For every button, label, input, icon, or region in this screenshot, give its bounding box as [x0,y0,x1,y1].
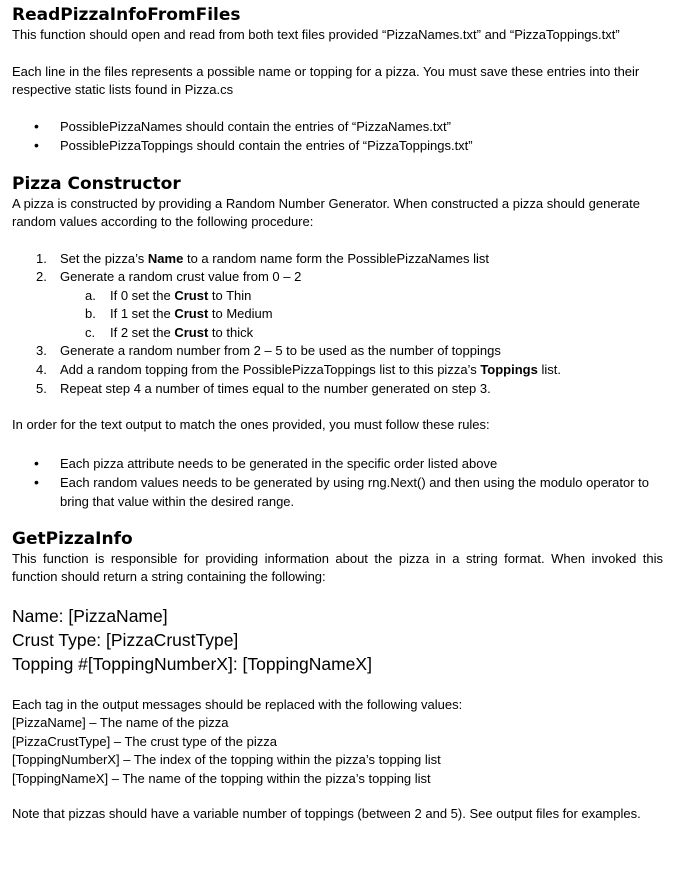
list-marker: 1. [36,250,47,266]
sub-list [12,287,663,343]
list-item: • Each random values needs to be generated by using rng.Next() and then using the modulo operator to bring that value within the desired range. [12,473,663,511]
list-marker: 5. [36,380,47,396]
format-line: Topping #[ToppingNumberX]: [ToppingNameX] [12,653,372,674]
tag-line: [ToppingNumberX] – The index of the topping within the pizza’s topping list [12,752,441,768]
text: list. [537,362,561,378]
format-line: Crust Type: [PizzaCrustType] [12,629,239,650]
text: Add a random topping from the PossiblePizzaToppings list to this pizza’s [60,362,481,378]
list-item [12,305,663,324]
list-item [12,361,663,380]
bold-term: Crust [174,324,209,340]
bold-term: Crust [174,287,209,303]
list-item [12,287,663,306]
list-item: • PossiblePizzaToppings should contain the entries of “PizzaToppings.txt” [12,136,663,155]
bold-term: Name [147,250,184,266]
paragraph: In order for the text output to match the ones provided, you must follow these rules: [12,417,490,433]
list-marker: b. [85,306,96,322]
tag-line: [PizzaName] – The name of the pizza [12,715,229,731]
text: Generate a random number from 2 – 5 to be used as the number of toppings [60,343,501,359]
text: to thick [208,324,254,340]
list-marker: c. [85,324,96,340]
paragraph: Each tag in the output messages should be replaced with the following values: [12,696,463,712]
text: If 1 set the [110,306,175,322]
text: If 0 set the [110,287,175,303]
text: to Medium [208,306,273,322]
list-marker: 4. [36,362,47,378]
bold-term: Crust [174,306,209,322]
list-item [12,324,663,343]
tag-line: [ToppingNameX] – The name of the topping within the pizza’s topping list [12,770,431,786]
text: Repeat step 4 a number of times equal to the number generated on step 3. [60,380,491,396]
text: to a random name form the PossiblePizzaNames list [183,250,489,266]
bullet-list [12,454,663,511]
text: to Thin [208,287,252,303]
section-title-read-pizza-info: ReadPizzaInfoFromFiles [12,5,241,25]
text: Set the pizza’s [60,250,148,266]
text: Generate a random crust value from 0 – 2 [60,269,302,285]
paragraph: A pizza is constructed by providing a Random Number Generator. When constructed a pizza should generate random values according to the following procedure: [12,195,640,229]
list-marker: 3. [36,343,47,359]
paragraph: Each line in the files represents a possible name or topping for a pizza. You must save these entries into their respective static lists found in Pizza.cs [12,63,640,97]
paragraph: Note that pizzas should have a variable number of toppings (between 2 and 5). See output files for examples. [12,806,641,822]
list-marker: 2. [36,269,47,285]
list-item [12,380,663,399]
text: If 2 set the [110,324,175,340]
section-title-get-pizza-info: GetPizzaInfo [12,528,133,549]
list-marker: a. [85,287,96,303]
list-item [12,342,663,361]
bullet-list [12,117,663,155]
tag-list [12,714,663,788]
numbered-list [12,250,663,399]
list-item: • PossiblePizzaNames should contain the entries of “PizzaNames.txt” [12,117,663,136]
list-item: • Each pizza attribute needs to be generated in the specific order listed above [12,454,663,473]
section-title-pizza-constructor: Pizza Constructor [12,173,181,194]
output-format [12,604,663,676]
paragraph: This function is responsible for providing information about the pizza in a string format. When invoked this function should return a string containing the following: [12,550,663,585]
paragraph: This function should open and read from both text files provided “PizzaNames.txt” and “PizzaToppings.txt” [12,27,620,42]
format-line: Name: [PizzaName] [12,605,168,626]
list-item [12,268,663,342]
tag-line: [PizzaCrustType] – The crust type of the pizza [12,733,277,749]
list-item [12,250,663,269]
bold-term: Toppings [480,362,538,378]
document-page [12,0,663,824]
